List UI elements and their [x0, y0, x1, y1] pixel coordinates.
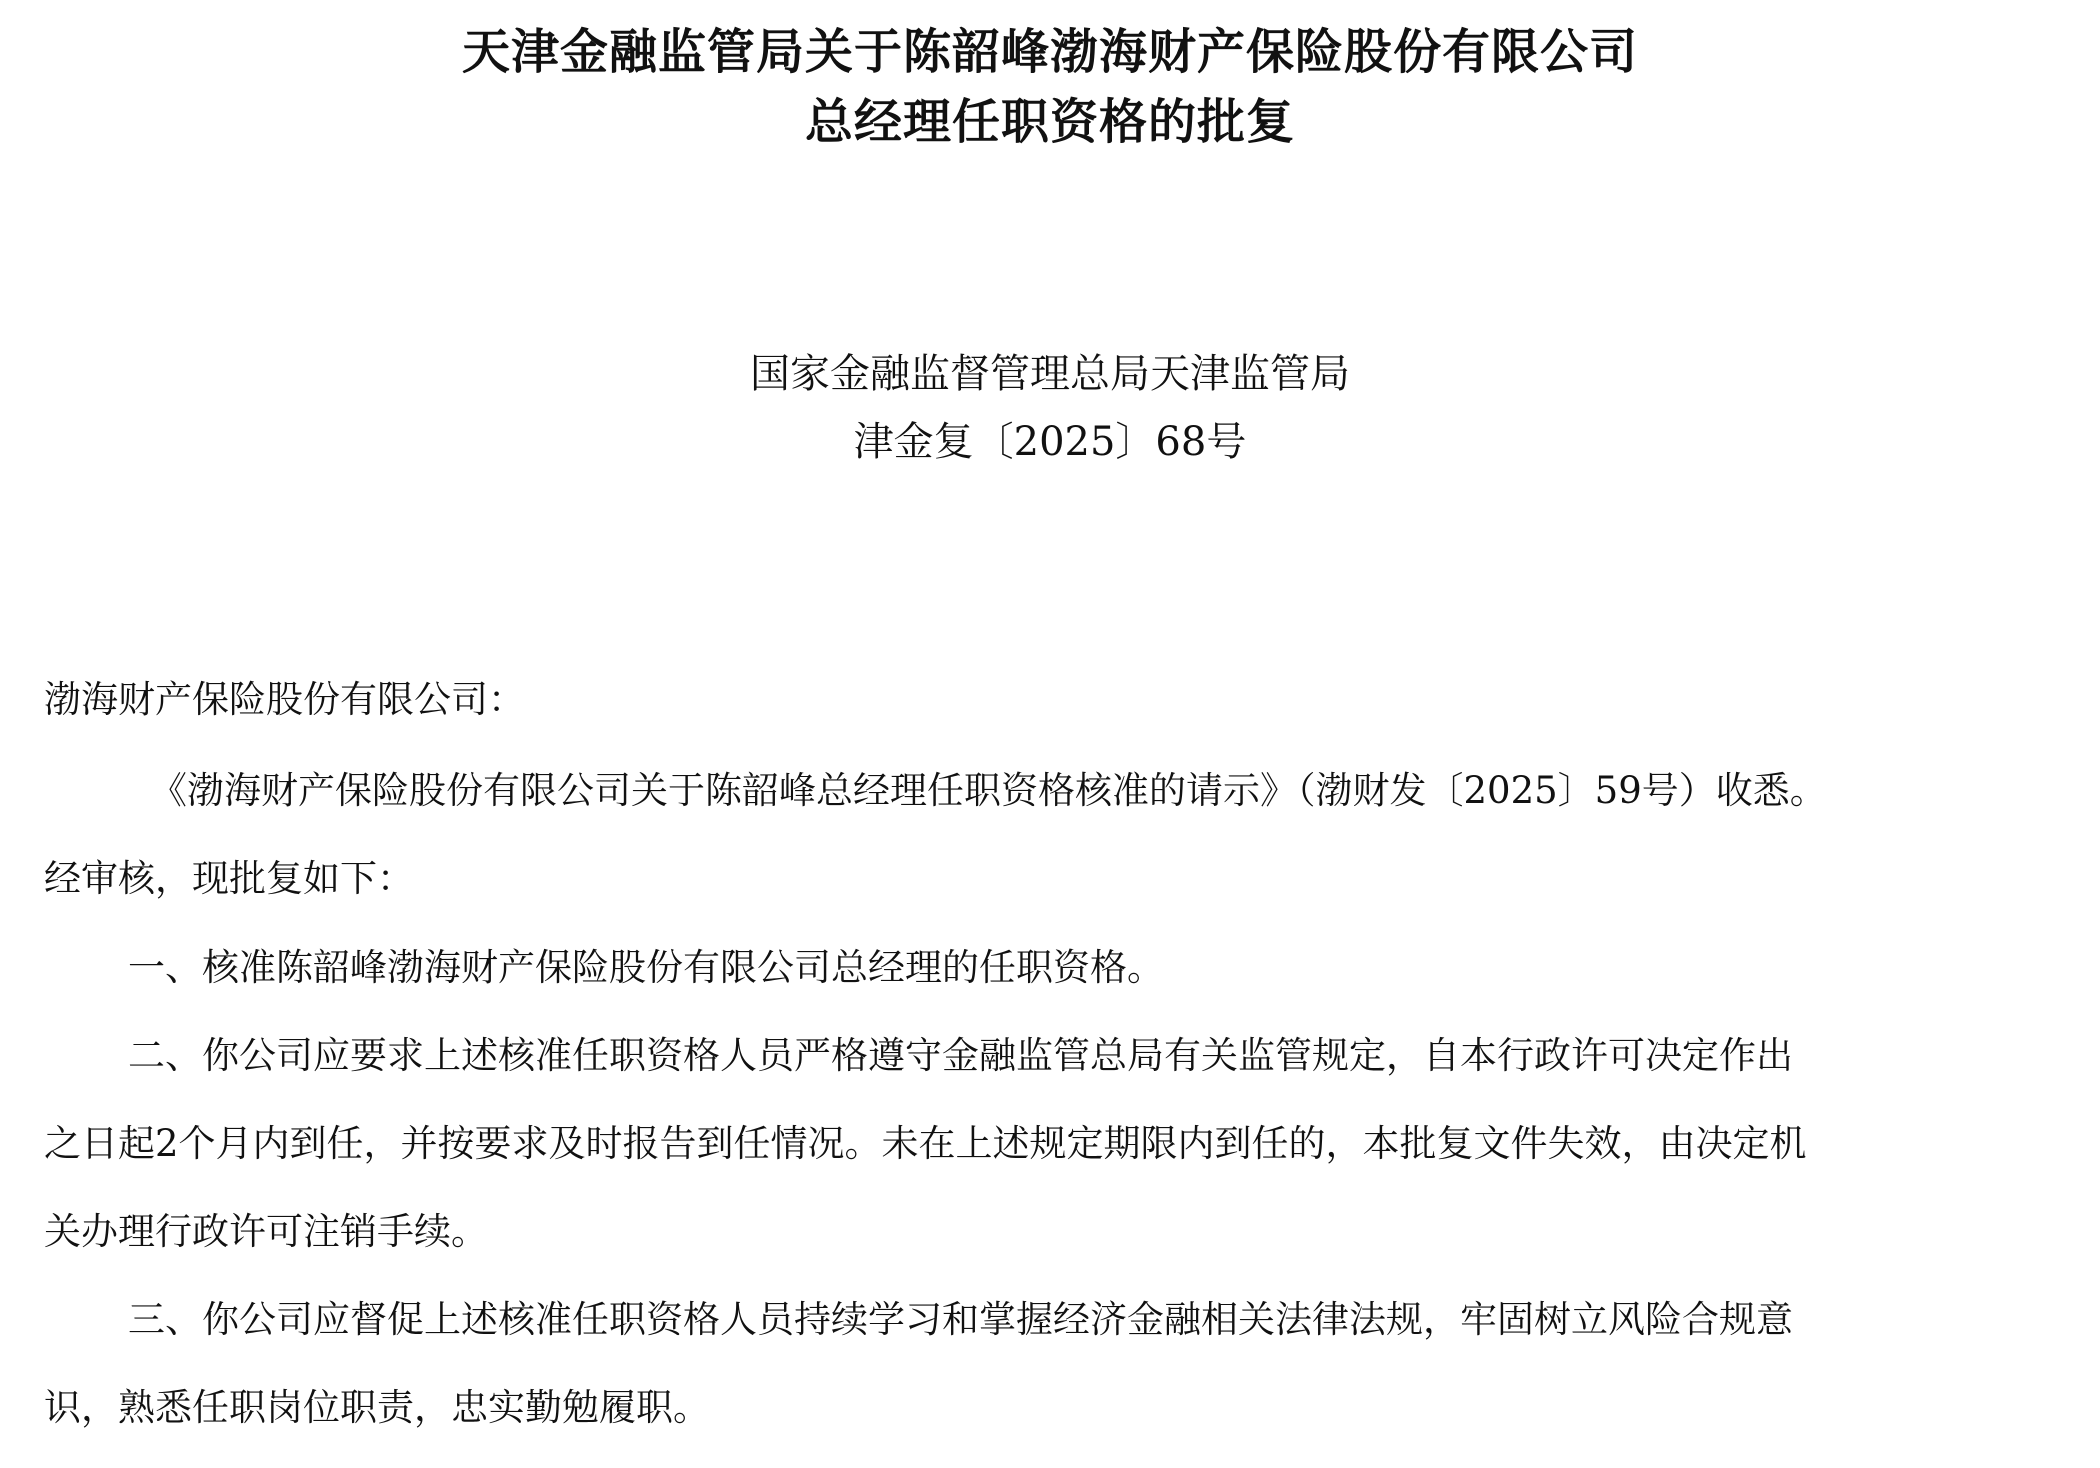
item-2-paragraph-line-3: 关办理行政许可注销手续。: [44, 1210, 488, 1253]
document-number: 津金复〔2025〕68号: [853, 419, 1247, 465]
item-2-paragraph-line-1: 二、你公司应要求上述核准任职资格人员严格遵守金融监管总局有关监管规定，自本行政许可决定作出: [128, 1034, 1793, 1077]
item-3-paragraph-line-1: 三、你公司应督促上述核准任职资格人员持续学习和掌握经济金融相关法律法规，牢固树立风险合规意: [128, 1298, 1793, 1341]
item-3-paragraph-line-2: 识，熟悉任职岗位职责，忠实勤勉履职。: [44, 1386, 710, 1429]
document-title-line-1: 天津金融监管局关于陈韶峰渤海财产保险股份有限公司: [461, 24, 1638, 80]
item-1-paragraph: 一、核准陈韶峰渤海财产保险股份有限公司总经理的任职资格。: [128, 946, 1164, 989]
issuing-authority: 国家金融监督管理总局天津监管局: [750, 351, 1350, 397]
document-title-line-2: 总经理任职资格的批复: [804, 94, 1295, 150]
addressee: 渤海财产保险股份有限公司：: [44, 678, 525, 721]
item-2-paragraph-line-2: 之日起2个月内到任，并按要求及时报告到任情况。未在上述规定期限内到任的，本批复文件失效，由决定机: [44, 1122, 1807, 1165]
intro-paragraph-line-2: 经审核，现批复如下：: [44, 857, 414, 900]
intro-paragraph-line-1: 《渤海财产保险股份有限公司关于陈韶峰总经理任职资格核准的请示》（渤财发〔2025〕59号）收悉。: [150, 769, 1827, 812]
